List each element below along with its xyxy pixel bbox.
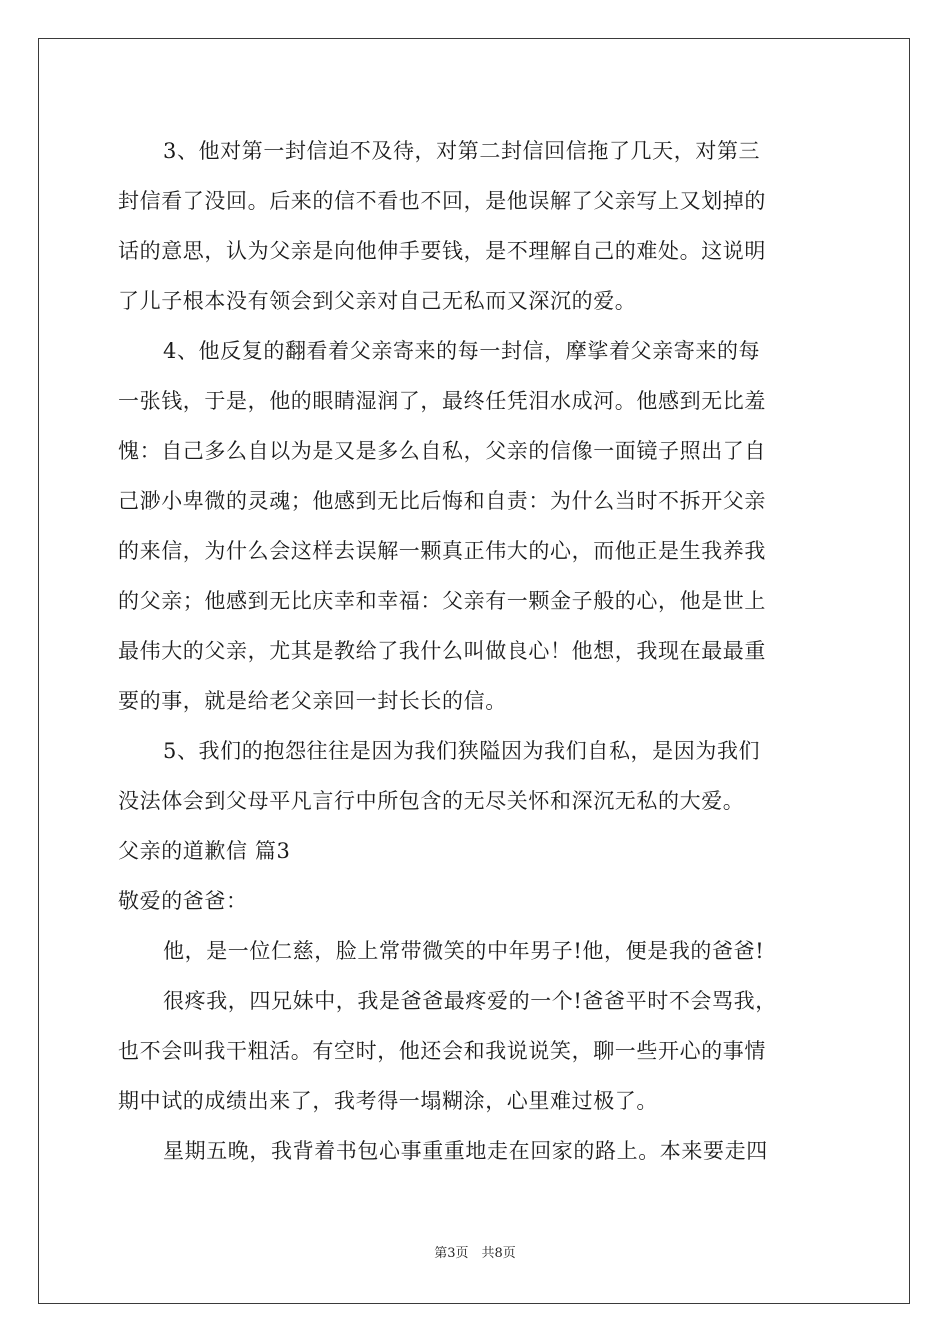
page-number: 第3页 共8页 bbox=[434, 1246, 516, 1261]
text-line: 没法体会到父母平凡言行中所包含的无尽关怀和深沉无私的大爱。 bbox=[118, 789, 745, 813]
text-line: 己渺小卑微的灵魂；他感到无比后悔和自责：为什么当时不拆开父亲 bbox=[118, 489, 766, 513]
text-line: 也不会叫我干粗活。有空时，他还会和我说说笑，聊一些开心的事情 bbox=[118, 1039, 766, 1063]
text-line: 最伟大的父亲，尤其是教给了我什么叫做良心！他想，我现在最最重 bbox=[118, 639, 766, 663]
text-line: 一张钱，于是，他的眼睛湿润了，最终任凭泪水成河。他感到无比羞 bbox=[118, 389, 766, 413]
text-line: 要的事，就是给老父亲回一封长长的信。 bbox=[118, 689, 507, 713]
text-line: 的来信，为什么会这样去误解一颗真正伟大的心，而他正是生我养我 bbox=[118, 539, 766, 563]
text-line: 话的意思，认为父亲是向他伸手要钱，是不理解自己的难处。这说明 bbox=[118, 239, 766, 263]
text-line: 5、我们的抱怨往往是因为我们狭隘因为我们自私，是因为我们 bbox=[163, 739, 761, 763]
text-line: 很疼我，四兄妹中，我是爸爸最疼爱的一个!爸爸平时不会骂我， bbox=[163, 989, 777, 1013]
text-line: 期中试的成绩出来了，我考得一塌糊涂，心里难过极了。 bbox=[118, 1089, 658, 1113]
text-line: 星期五晚，我背着书包心事重重地走在回家的路上。本来要走四 bbox=[163, 1139, 768, 1163]
section-heading: 父亲的道歉信 篇3 bbox=[118, 839, 291, 863]
text-line: 愧：自己多么自以为是又是多么自私，父亲的信像一面镜子照出了自 bbox=[118, 439, 766, 463]
text-line: 3、他对第一封信迫不及待，对第二封信回信拖了几天，对第三 bbox=[163, 139, 761, 163]
text-line: 4、他反复的翻看着父亲寄来的每一封信，摩挲着父亲寄来的每 bbox=[163, 339, 761, 363]
text-line: 的父亲；他感到无比庆幸和幸福：父亲有一颗金子般的心，他是世上 bbox=[118, 589, 766, 613]
page-border bbox=[38, 38, 910, 1304]
text-line: 了儿子根本没有领会到父亲对自己无私而又深沉的爱。 bbox=[118, 289, 637, 313]
text-line: 封信看了没回。后来的信不看也不回，是他误解了父亲写上又划掉的 bbox=[118, 189, 766, 213]
text-line: 他，是一位仁慈，脸上常带微笑的中年男子!他，便是我的爸爸! bbox=[163, 939, 765, 963]
salutation: 敬爱的爸爸： bbox=[118, 889, 248, 913]
